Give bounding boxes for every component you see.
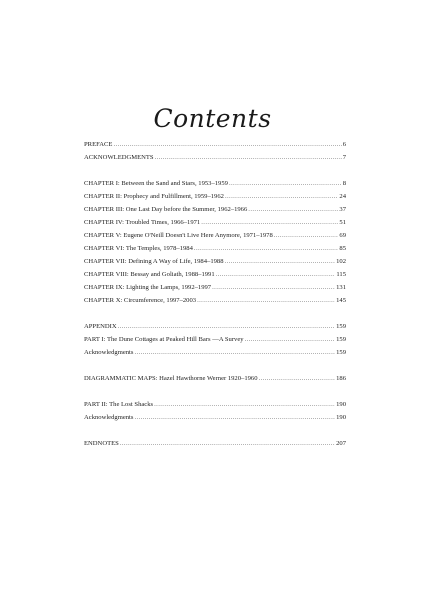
toc-entry-appendix — [84, 320, 346, 333]
toc-entry-diagrammatic-maps — [84, 372, 346, 385]
toc-entry-part-1-acknowledgments — [84, 346, 346, 359]
toc-entry-label: DIAGRAMMATIC MAPS: Hazel Hawthorne Werner 1920–1960 — [84, 375, 258, 382]
dot-leader — [134, 346, 335, 359]
toc-entry-chapter-6 — [84, 242, 346, 255]
toc-entry-page-number: 159 — [336, 349, 346, 356]
dot-leader — [245, 333, 336, 346]
toc-entry-chapter-4 — [84, 216, 346, 229]
toc-entry-page-number: 37 — [339, 206, 346, 213]
toc-entry-page-number: 159 — [336, 336, 346, 343]
toc-entry-label: ACKNOWLEDGMENTS — [84, 154, 154, 161]
toc-entry-label: PART I: The Dune Cottages at Peaked Hill Bars —A Survey — [84, 336, 244, 343]
dot-leader — [120, 437, 335, 450]
dot-leader — [216, 268, 336, 281]
toc-entry-page-number: 7 — [342, 154, 346, 161]
toc-entry-label: CHAPTER III: One Last Day before the Summer, 1962–1966 — [84, 206, 248, 213]
toc-entry-preface — [84, 138, 346, 151]
toc-entry-page-number: 186 — [336, 375, 346, 382]
table-of-contents — [84, 138, 346, 450]
dot-leader — [154, 398, 335, 411]
toc-entry-label: CHAPTER V: Eugene O'Neill Doesn't Live Here Anymore, 1971–1978 — [84, 232, 273, 239]
toc-entry-page-number: 6 — [342, 141, 346, 148]
toc-entry-part-1 — [84, 333, 346, 346]
toc-entry-chapter-3 — [84, 203, 346, 216]
toc-entry-endnotes — [84, 437, 346, 450]
toc-entry-page-number: 190 — [336, 414, 346, 421]
toc-entry-chapter-2 — [84, 190, 346, 203]
toc-entry-label: APPENDIX — [84, 323, 117, 330]
dot-leader — [134, 411, 335, 424]
dot-leader — [197, 294, 335, 307]
toc-entry-part-2 — [84, 398, 346, 411]
toc-entry-chapter-1 — [84, 177, 346, 190]
toc-entry-page-number: 85 — [339, 245, 346, 252]
toc-entry-page-number: 145 — [336, 297, 346, 304]
toc-entry-label: CHAPTER VI: The Temples, 1978–1984 — [84, 245, 193, 252]
toc-entry-page-number: 131 — [336, 284, 346, 291]
toc-entry-page-number: 115 — [336, 271, 346, 278]
toc-entry-page-number: 51 — [339, 219, 346, 226]
toc-entry-chapter-5 — [84, 229, 346, 242]
dot-leader — [118, 320, 336, 333]
toc-entry-label: Acknowledgments — [84, 414, 134, 421]
dot-leader — [229, 177, 342, 190]
toc-entry-part-2-acknowledgments — [84, 411, 346, 424]
dot-leader — [201, 216, 338, 229]
dot-leader — [225, 190, 338, 203]
toc-entry-chapter-8 — [84, 268, 346, 281]
toc-entry-page-number: 24 — [339, 193, 346, 200]
toc-entry-label: CHAPTER I: Between the Sand and Stars, 1953–1959 — [84, 180, 228, 187]
dot-leader — [274, 229, 339, 242]
toc-entry-page-number: 8 — [342, 180, 346, 187]
toc-entry-page-number: 207 — [336, 440, 346, 447]
dot-leader — [248, 203, 338, 216]
toc-entry-acknowledgments — [84, 151, 346, 164]
toc-entry-page-number: 190 — [336, 401, 346, 408]
toc-entry-label: Acknowledgments — [84, 349, 134, 356]
toc-entry-chapter-7 — [84, 255, 346, 268]
toc-entry-label: CHAPTER VIII: Bessay and Goliath, 1988–1991 — [84, 271, 215, 278]
toc-entry-label: CHAPTER X: Circumference, 1997–2003 — [84, 297, 197, 304]
toc-entry-page-number: 69 — [339, 232, 346, 239]
dot-leader — [113, 138, 341, 151]
dot-leader — [155, 151, 342, 164]
toc-entry-chapter-10 — [84, 294, 346, 307]
toc-entry-page-number: 159 — [336, 323, 346, 330]
toc-entry-page-number: 102 — [336, 258, 346, 265]
toc-entry-label: CHAPTER VII: Defining A Way of Life, 1984–1988 — [84, 258, 224, 265]
toc-entry-label: ENDNOTES — [84, 440, 119, 447]
dot-leader — [259, 372, 336, 385]
toc-entry-label: PART II: The Lost Shacks — [84, 401, 154, 408]
toc-entry-label: CHAPTER IV: Troubled Times, 1966–1971 — [84, 219, 201, 226]
dot-leader — [194, 242, 339, 255]
dot-leader — [212, 281, 335, 294]
toc-entry-chapter-9 — [84, 281, 346, 294]
toc-entry-label: CHAPTER IX: Lighting the Lamps, 1992–1997 — [84, 284, 212, 291]
toc-entry-label: PREFACE — [84, 141, 113, 148]
dot-leader — [225, 255, 336, 268]
toc-entry-label: CHAPTER II: Prophecy and Fulfillment, 1959–1962 — [84, 193, 224, 200]
page-title: Contents — [153, 104, 272, 133]
